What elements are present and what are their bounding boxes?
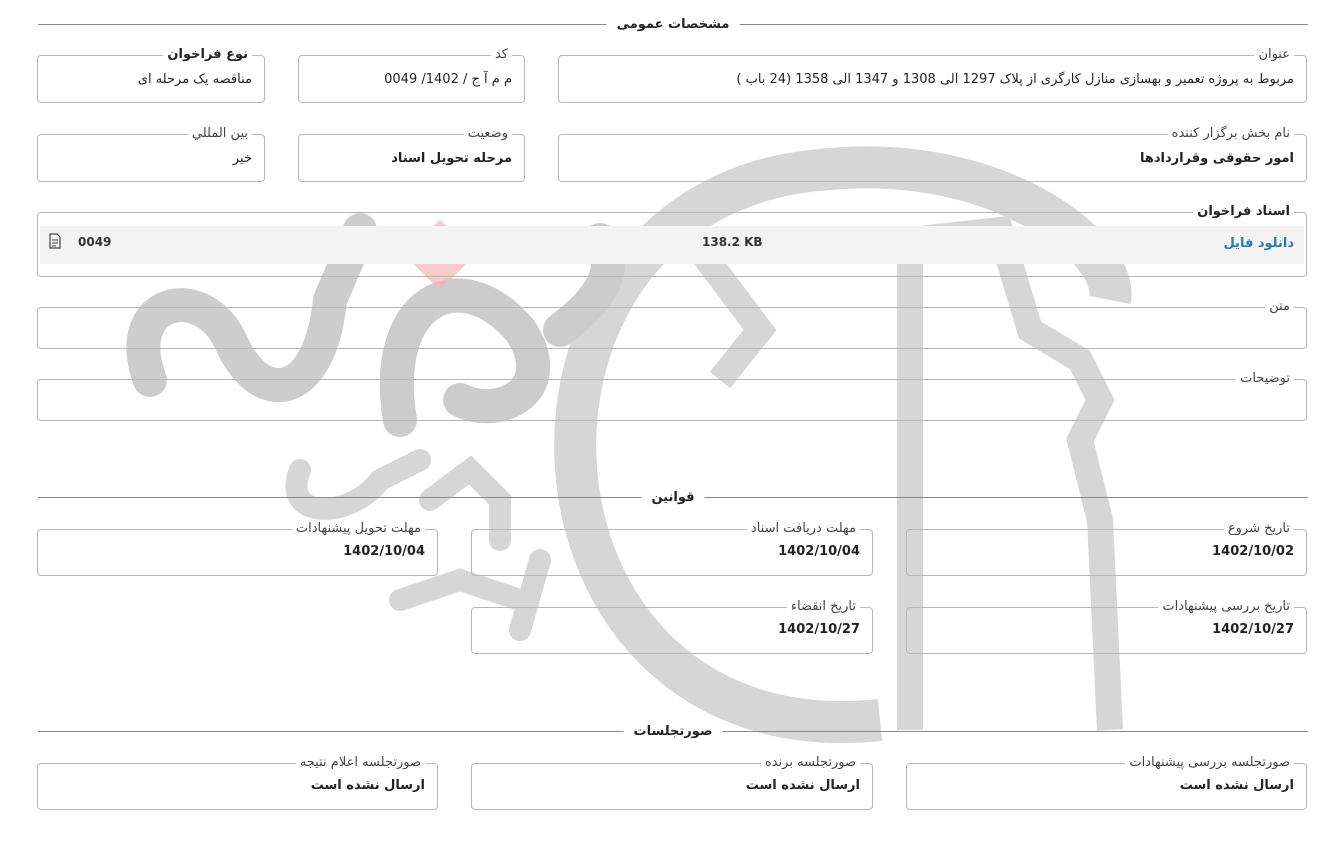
tender-type-field xyxy=(37,47,265,103)
start-date-field xyxy=(906,521,1307,576)
file-size: 138.2 KB xyxy=(702,235,763,249)
code-value: م م آ ج / 1402/ 0049 xyxy=(384,72,512,87)
result-minutes-value: ارسال نشده است xyxy=(310,778,425,793)
status-label: وضعیت xyxy=(464,125,512,143)
result-minutes-field xyxy=(37,755,438,810)
department-label: نام بخش برگزار کننده xyxy=(1168,125,1294,143)
code-field xyxy=(298,47,525,103)
title-label: عنوان xyxy=(1254,46,1294,64)
tender-type-label: نوع فراخوان xyxy=(163,46,252,64)
tender-type-value: مناقصه یک مرحله ای xyxy=(137,72,252,87)
winner-minutes-field xyxy=(471,755,873,810)
general-section-title: مشخصات عمومی xyxy=(607,17,740,33)
rules-section-title: قوانین xyxy=(641,490,704,506)
review-minutes-field xyxy=(906,755,1307,810)
description-field xyxy=(37,371,1307,421)
review-minutes-label: صورتجلسه بررسی پیشنهادات xyxy=(1125,754,1294,772)
file-name: 0049 xyxy=(78,235,112,249)
expiry-date-field xyxy=(471,599,873,654)
department-value: امور حقوقی وقراردادها xyxy=(1139,151,1294,166)
text-field xyxy=(37,299,1307,349)
review-date-value: 1402/10/27 xyxy=(1212,622,1294,637)
start-date-label: تاریخ شروع xyxy=(1224,520,1294,538)
code-label: کد xyxy=(491,46,512,64)
doc-deadline-field xyxy=(471,521,873,576)
doc-deadline-value: 1402/10/04 xyxy=(778,544,860,559)
review-minutes-value: ارسال نشده است xyxy=(1179,778,1294,793)
file-row xyxy=(40,226,1304,264)
download-file-link[interactable]: دانلود فایل xyxy=(1223,236,1294,251)
winner-minutes-label: صورتجلسه برنده xyxy=(761,754,860,772)
proposal-deadline-field xyxy=(37,521,438,576)
title-field xyxy=(558,47,1307,103)
file-icon[interactable] xyxy=(49,233,61,249)
description-label: توضیحات xyxy=(1236,370,1294,388)
proposal-deadline-value: 1402/10/04 xyxy=(343,544,425,559)
expiry-date-label: تاریخ انقضاء xyxy=(787,598,860,616)
department-field xyxy=(558,126,1307,182)
start-date-value: 1402/10/02 xyxy=(1212,544,1294,559)
title-value: مربوط به پروژه تعمیر و بهسازی منازل کارگری از پلاک 1297 الی 1308 و 1347 الی 1358 (24 باب ) xyxy=(736,72,1294,87)
proposal-deadline-label: مهلت تحویل پیشنهادات xyxy=(292,520,425,538)
international-label: بين المللي xyxy=(188,125,252,143)
international-field xyxy=(37,126,265,182)
winner-minutes-value: ارسال نشده است xyxy=(745,778,860,793)
review-date-field xyxy=(906,599,1307,654)
international-value: خیر xyxy=(232,151,252,166)
status-field xyxy=(298,126,525,182)
text-label: متن xyxy=(1265,298,1294,316)
status-value: مرحله تحویل اسناد xyxy=(391,151,512,166)
result-minutes-label: صورتجلسه اعلام نتیجه xyxy=(296,754,425,772)
review-date-label: تاریخ بررسی پیشنهادات xyxy=(1158,598,1294,616)
doc-deadline-label: مهلت دریافت اسناد xyxy=(747,520,860,538)
documents-field xyxy=(37,204,1307,277)
expiry-date-value: 1402/10/27 xyxy=(778,622,860,637)
minutes-section-title: صورتجلسات xyxy=(624,724,723,740)
documents-label: اسناد فراخوان xyxy=(1193,203,1294,221)
